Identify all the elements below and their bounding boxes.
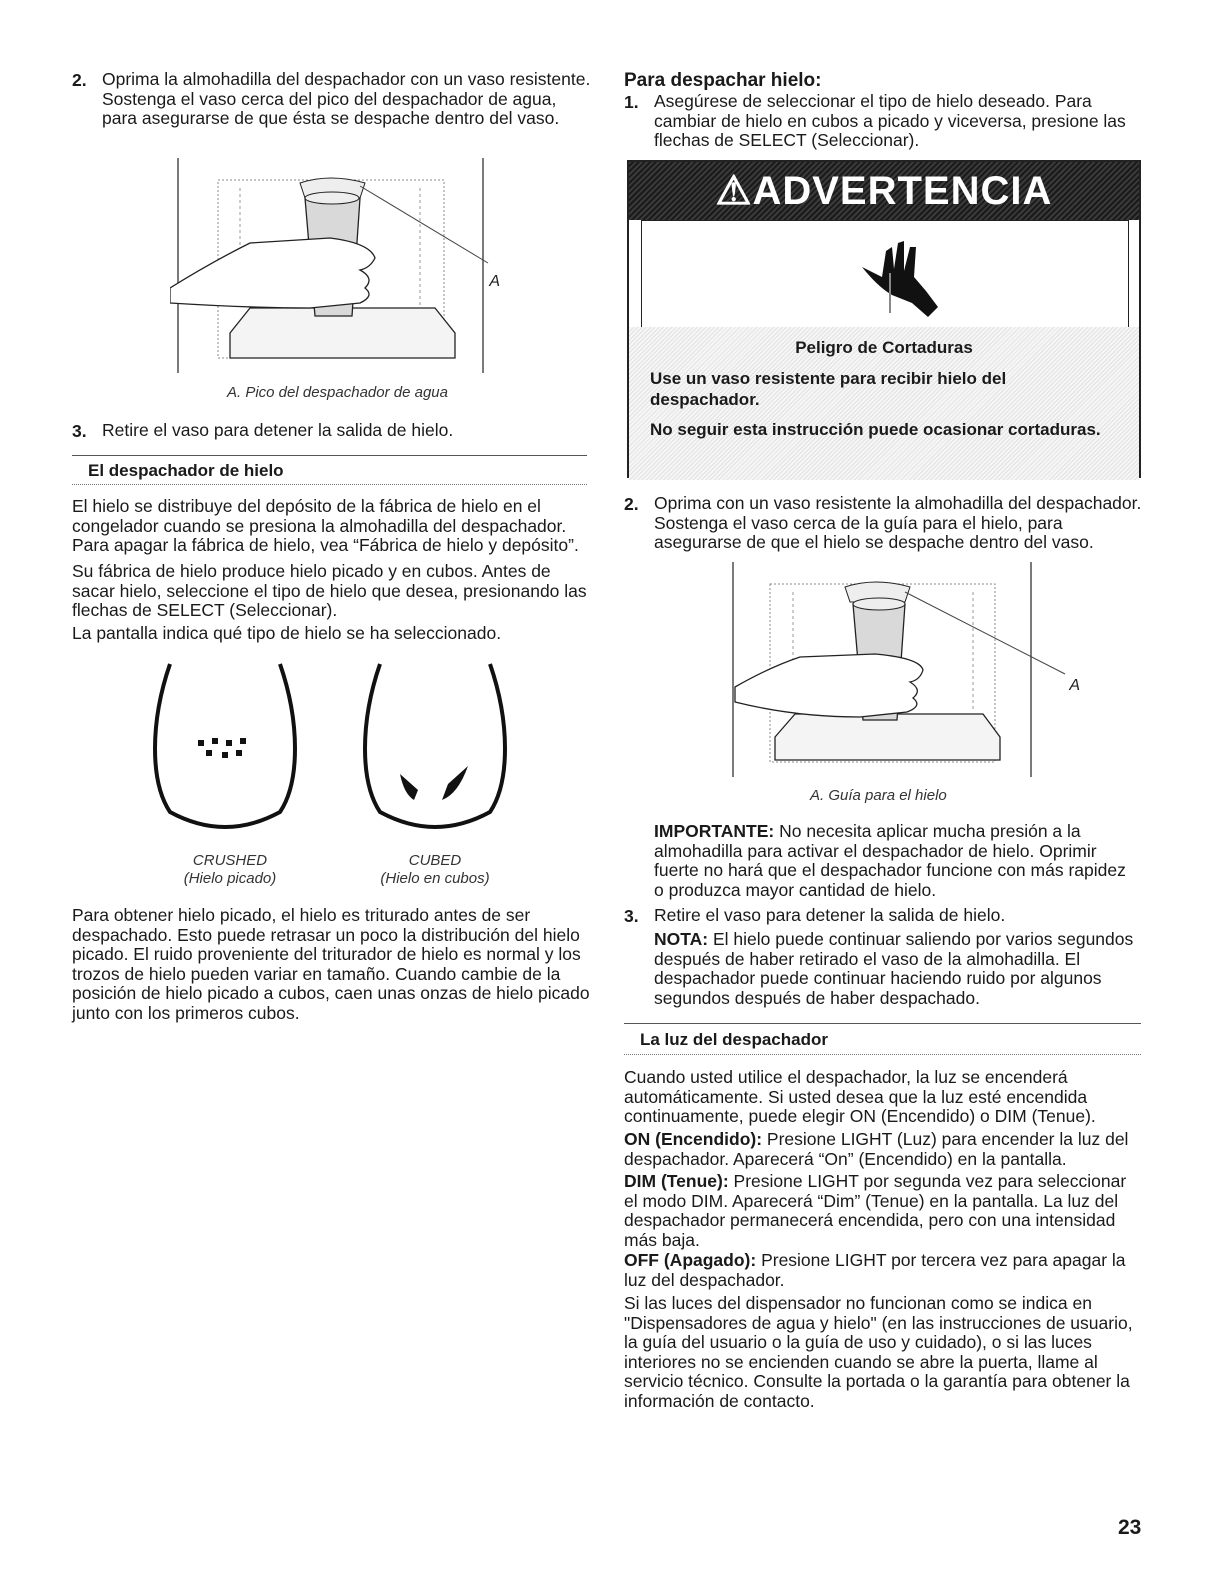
warning-triangle-icon: ⚠ bbox=[715, 169, 753, 213]
page-number: 23 bbox=[1118, 1516, 1142, 1539]
step-text: Retire el vaso para detener la salida de hielo. bbox=[102, 420, 454, 440]
dim-mode-text: Presione LIGHT por segunda vez para seleccionar el modo DIM. Aparecerá “Dim” (Tenue) en la pantalla. La luz del despachador permanecerá encendida, pero con una intensidad más baja. bbox=[624, 1171, 1127, 1250]
dim-mode-paragraph bbox=[624, 1172, 1144, 1250]
warning-instruction: Use un vaso resistente para recibir hielo del despachador. bbox=[650, 369, 1007, 409]
figure-caption: A. Guía para el hielo bbox=[810, 787, 947, 804]
warning-title bbox=[629, 168, 1139, 214]
off-mode-paragraph bbox=[624, 1251, 1144, 1290]
on-mode-text: Presione LIGHT (Luz) para encender la luz del despachador. Aparecerá “On” (Encendido) en la pantalla. bbox=[624, 1129, 1129, 1169]
dispenser-illustration bbox=[170, 158, 500, 378]
paragraph: Para obtener hielo picado, el hielo es triturado antes de ser despachado. Esto puede retrasar un poco la distribución del hielo picado. El ruido proveniente del triturador de hielo es normal y los trozos de hielo pueden variar en tamaño. Cuando cambie de la posición de hielo picado a cubos, caen unas onzas de hielo picado junto con los primeros cubos. bbox=[72, 905, 590, 1023]
important-text: No necesita aplicar mucha presión a la almohadilla para activar el despachador de hielo. Oprimir fuerte no hará que el despachador funcione con más rapidez o produzca mayor cantidad de hielo. bbox=[654, 821, 1126, 900]
cut-hand-icon bbox=[842, 229, 942, 319]
section-heading: Para despachar hielo: bbox=[624, 70, 822, 91]
section-rule bbox=[72, 455, 587, 456]
step-number: 1. bbox=[624, 92, 639, 112]
paragraph: Si las luces del dispensador no funcionan como se indica en "Dispensadores de agua y hielo" (en las instrucciones de usuario, la guía del usuario o la guía de uso y cuidado), o si las luces interiores no se encienden cuando se abre la puerta, llame al servicio técnico. Consulte la portada o la garantía para obtener la información de contacto. bbox=[624, 1293, 1133, 1411]
step-text: Oprima con un vaso resistente la almohadilla del despachador. Sostenga el vaso cerca de la guía para el hielo, para asegurarse de que el hielo se despache dentro del vaso. bbox=[654, 493, 1142, 552]
off-mode-text: Presione LIGHT por tercera vez para apagar la luz del despachador. bbox=[624, 1250, 1126, 1290]
paragraph: La pantalla indica qué tipo de hielo se ha seleccionado. bbox=[72, 623, 502, 643]
warning-body bbox=[629, 327, 1139, 480]
note bbox=[654, 930, 1144, 1008]
warning-subtitle: Peligro de Cortaduras bbox=[795, 338, 973, 357]
step-number: 2. bbox=[72, 70, 87, 90]
crushed-sublabel: (Hielo picado) bbox=[183, 870, 277, 887]
on-mode-paragraph bbox=[624, 1130, 1144, 1169]
important-note bbox=[654, 822, 1139, 900]
step-number: 2. bbox=[624, 494, 639, 514]
crushed-label: CRUSHED bbox=[192, 852, 268, 869]
section-rule bbox=[624, 1054, 1141, 1055]
step-text: Asegúrese de seleccionar el tipo de hielo deseado. Para cambiar de hielo en cubos a picado y viceversa, presione las flechas de SELECT (Seleccionar). bbox=[654, 91, 1126, 150]
step-text: Retire el vaso para detener la salida de hielo. bbox=[654, 905, 1006, 925]
cubed-sublabel: (Hielo en cubos) bbox=[380, 870, 490, 887]
section-title: El despachador de hielo bbox=[88, 461, 284, 480]
warning-title-text: ADVERTENCIA bbox=[752, 169, 1053, 213]
svg-text:A: A bbox=[1069, 677, 1080, 694]
step-number: 3. bbox=[72, 421, 87, 441]
dim-mode-label: DIM (Tenue): bbox=[624, 1171, 729, 1191]
dispenser-illustration bbox=[725, 562, 1085, 782]
warning-illustration-panel bbox=[641, 220, 1129, 328]
important-label: IMPORTANTE: bbox=[654, 821, 775, 841]
off-mode-label: OFF (Apagado): bbox=[624, 1250, 757, 1270]
step-text: Oprima la almohadilla del despachador con un vaso resistente. Sostenga el vaso cerca del pico del despachador de agua, para asegurarse de que ésta se despache dentro del vaso. bbox=[102, 69, 591, 128]
on-mode-label: ON (Encendido): bbox=[624, 1129, 763, 1149]
warning-box bbox=[627, 160, 1141, 478]
cubed-label: CUBED bbox=[408, 852, 462, 869]
warning-banner bbox=[629, 162, 1139, 220]
warning-consequence: No seguir esta instrucción puede ocasionar cortaduras. bbox=[650, 420, 1101, 439]
step-number: 3. bbox=[624, 906, 639, 926]
svg-text:A: A bbox=[489, 273, 500, 290]
note-text: El hielo puede continuar saliendo por varios segundos después de haber retirado el vaso de la almohadilla. El despachador puede continuar haciendo ruido por algunos segundos después de haber despachado. bbox=[654, 929, 1134, 1008]
section-rule bbox=[72, 484, 587, 485]
note-label: NOTA: bbox=[654, 929, 709, 949]
paragraph: Cuando usted utilice el despachador, la luz se encenderá automáticamente. Si usted desea que la luz esté encendida continuamente, puede elegir ON (Encendido) o DIM (Tenue). bbox=[624, 1067, 1096, 1126]
figure-caption: A. Pico del despachador de agua bbox=[227, 384, 448, 401]
paragraph: Su fábrica de hielo produce hielo picado y en cubos. Antes de sacar hielo, seleccione el tipo de hielo que desea, presionando las flechas de SELECT (Seleccionar). bbox=[72, 561, 587, 620]
cubed-ice-display-icon bbox=[360, 662, 510, 834]
crushed-ice-display-icon bbox=[150, 662, 300, 834]
paragraph: El hielo se distribuye del depósito de la fábrica de hielo en el congelador cuando se presiona la almohadilla del despachador. Para apagar la fábrica de hielo, vea “Fábrica de hielo y depósito”. bbox=[72, 496, 579, 555]
section-title: La luz del despachador bbox=[640, 1030, 828, 1049]
section-rule bbox=[624, 1023, 1141, 1024]
